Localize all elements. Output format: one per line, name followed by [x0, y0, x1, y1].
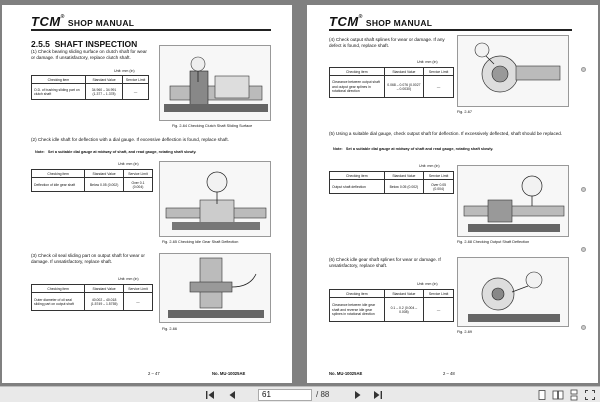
doc-number: No. MU-10025AE [329, 371, 363, 376]
binder-hole [581, 187, 586, 192]
step-3-text: (3) Check oil seal sliding part on output shaft for wear or damage. If unsatisfactory, replace shaft. [31, 253, 145, 264]
table-cell: Clearance between output shaft and output gear splines in rotational direction [330, 76, 385, 98]
table-header: Service Limit [123, 285, 152, 293]
table-cell: Clearance between idle gear shaft and reverse idle gear splines in rotational direction [330, 298, 385, 322]
brand-logo: TCM®SHOP MANUAL [329, 14, 433, 29]
table-cell: O.D. of bushing sliding part on clutch shaft [32, 84, 86, 100]
clutch-shaft-illustration [160, 46, 272, 122]
header-rule [329, 29, 572, 31]
table-cell: Below 0.05 (0.002) [384, 180, 424, 194]
fig-2-67-caption: Fig. 2-67 [457, 110, 472, 114]
table-cell: — [424, 298, 454, 322]
binder-hole [581, 247, 586, 252]
figure-2-66 [159, 253, 271, 323]
right-page [307, 5, 598, 383]
table-cell: Deflection of idle gear shaft [32, 178, 85, 192]
table-cell: 0.068 – 0.076 (0.0027 – 0.0030) [384, 76, 424, 98]
output-shaft-illustration [160, 254, 272, 324]
table-cell: 34.960 – 34.991 (1.377 – 1.378) [85, 84, 122, 100]
next-page-icon[interactable] [352, 389, 364, 401]
table-cell: — [123, 293, 152, 311]
step-5-table [329, 171, 454, 194]
first-page-icon[interactable] [204, 389, 216, 401]
step-3-table [31, 284, 153, 311]
table-cell: Outer diameter of oil seal sliding part on output shaft [32, 293, 85, 311]
fig-2-64-caption: Fig. 2-64 Checking Clutch Shaft Sliding Surface [172, 124, 253, 128]
table-header: Checking item [32, 76, 86, 84]
table-cell: — [123, 84, 149, 100]
step-6-text: (6) Check idle gear shaft splines for wear or damage. If unsatisfactory, replace shaft. [329, 257, 441, 268]
left-page [2, 5, 292, 383]
last-page-icon[interactable] [372, 389, 384, 401]
fig-2-65-caption: Fig. 2-65 Checking Idle Gear Shaft Deflection [162, 240, 239, 244]
single-page-view-icon[interactable] [536, 389, 548, 401]
binder-hole [581, 67, 586, 72]
fig-2-69-caption: Fig. 2-69 [457, 330, 472, 334]
fig-2-66-caption: Fig. 2-66 [162, 327, 177, 331]
step-5-unit: Unit: mm (in) [419, 164, 440, 168]
figure-2-64 [159, 45, 271, 121]
step-3-unit: Unit: mm (in) [118, 277, 139, 281]
page-total: / 88 [316, 390, 330, 399]
step-1-table [31, 75, 149, 100]
step-1-text: (1) Check bearing sliding surface on clutch shaft for wear or damage. If unsatisfactory, replace clutch shaft. [31, 49, 147, 60]
spline-check-illustration [458, 36, 570, 108]
table-header: Service Limit [123, 170, 152, 178]
table-header: Standard Value [384, 172, 424, 180]
table-header: Checking item [330, 68, 385, 76]
table-cell: 40.002 – 40.018 (1.5749 – 1.5755) [85, 293, 124, 311]
figure-2-65 [159, 161, 271, 237]
step-6-unit: Unit: mm (in) [417, 282, 438, 286]
step-2-text: (2) Check idle shaft for deflection with a dial gauge. If excessive deflection is found, replace shaft. [31, 137, 229, 142]
step-4-unit: Unit: mm (in) [417, 60, 438, 64]
step-2-table [31, 169, 153, 192]
header-rule [31, 29, 271, 31]
fullscreen-icon[interactable] [584, 389, 596, 401]
step-4-table [329, 67, 454, 98]
step-6-table [329, 289, 454, 322]
table-header: Standard Value [85, 76, 122, 84]
output-shaft-deflection-illustration [458, 166, 570, 238]
table-header: Service Limit [424, 68, 454, 76]
table-header: Checking item [330, 172, 385, 180]
table-header: Standard Value [384, 68, 424, 76]
step-2-note: Note: Set a suitable dial gauge at midway of shaft, and read gauge, rotating shaft slowly. [35, 150, 197, 154]
section-title: 2.5.5 SHAFT INSPECTION [31, 39, 138, 49]
table-header: Checking item [330, 290, 385, 298]
page-number: 2 – 47 [148, 371, 160, 376]
step-2-unit: Unit: mm (in) [118, 162, 139, 166]
brand-logo: TCM®SHOP MANUAL [31, 14, 135, 29]
figure-2-67 [457, 35, 569, 107]
table-header: Service Limit [123, 76, 149, 84]
idle-shaft-illustration [160, 162, 272, 238]
two-page-view-icon[interactable] [552, 389, 564, 401]
table-cell: Over 0.1 (0.004) [123, 178, 152, 192]
table-header: Standard Value [85, 170, 124, 178]
table-header: Standard Value [384, 290, 424, 298]
table-header: Checking item [32, 170, 85, 178]
table-cell: Output shaft deflection [330, 180, 385, 194]
step-5-text: (5) Using a suitable dial gauge, check output shaft for deflection. If excessively deflected, shaft should be replaced. [329, 131, 563, 136]
table-header: Standard Value [85, 285, 124, 293]
table-cell: — [424, 76, 454, 98]
table-header: Checking item [32, 285, 85, 293]
page-number-input[interactable]: 61 [258, 389, 312, 401]
step-5-note: Note: Set a suitable dial gauge at midway of shaft and read gauge, rotating shaft slowly. [333, 147, 494, 151]
viewer-toolbar [0, 386, 600, 402]
table-header: Service Limit [424, 290, 454, 298]
table-header: Service Limit [424, 172, 454, 180]
step-4-text: (4) Check output shaft splines for wear or damage. If any defect is found, replace shaft. [329, 37, 445, 48]
figure-2-68 [457, 165, 569, 237]
doc-number: No. MU-10025AE [212, 371, 246, 376]
page-number: 2 – 48 [443, 371, 455, 376]
prev-page-icon[interactable] [226, 389, 238, 401]
table-cell: 0.1 – 0.2 (0.004 – 0.008) [384, 298, 424, 322]
binder-hole [581, 325, 586, 330]
table-cell: Over 0.05 (0.004) [424, 180, 454, 194]
table-cell: Below 0.05 (0.002) [85, 178, 124, 192]
scroll-view-icon[interactable] [568, 389, 580, 401]
fig-2-68-caption: Fig. 2-68 Checking Output Shaft Deflection [457, 240, 530, 244]
idle-gear-spline-illustration [458, 258, 570, 328]
figure-2-69 [457, 257, 569, 327]
step-1-unit: Unit: mm (in) [114, 69, 135, 73]
